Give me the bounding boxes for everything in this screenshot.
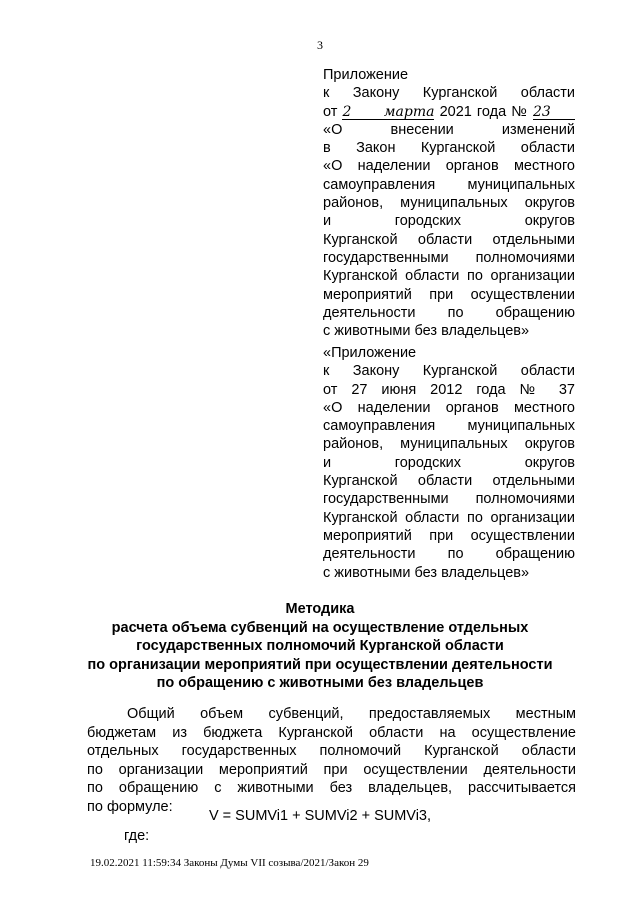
appendix-line: деятельности по обращению — [323, 546, 575, 563]
appendix-label: Приложение — [323, 67, 409, 83]
where-label: где: — [124, 828, 150, 844]
footer-stamp: 19.02.2021 11:59:34 Законы Думы VII созыва/2021/Закон 29 — [90, 857, 369, 869]
appendix-line: Курганской области по организации — [323, 268, 575, 285]
appendix-line: районов, муниципальных округов — [323, 436, 575, 453]
page-number: 3 — [317, 38, 323, 52]
appendix-label: «Приложение — [323, 345, 417, 361]
title-line: Методика — [285, 601, 355, 617]
formula: V = SUMVi1 + SUMVi2 + SUMVi3, — [208, 808, 432, 824]
year-number-label: 2021 года № — [439, 103, 528, 120]
title-line: расчета объема субвенций на осуществление отдельных — [111, 619, 529, 636]
appendix-header-original-law — [323, 344, 575, 582]
appendix-line: с животными без владельцев» — [323, 564, 530, 581]
appendix-line: с животными без владельцев» — [323, 323, 530, 340]
appendix-line: районов, муниципальных округов — [323, 195, 575, 212]
appendix-header-amending-law — [323, 66, 575, 340]
paragraph-line: по организации мероприятий при осуществлении деятельности — [87, 761, 576, 778]
paragraph-line: бюджетам из бюджета Курганской области на осуществление — [87, 724, 576, 741]
appendix-line: Курганской области отдельными — [323, 473, 575, 490]
appendix-line: мероприятий при осуществлении — [323, 527, 575, 544]
appendix-date-line — [323, 103, 575, 121]
paragraph-line: по обращению с животными без владельцев, рассчитывается — [87, 780, 576, 797]
appendix-line: «О наделении органов местного — [323, 399, 575, 416]
paragraph-line: Общий объем субвенций, предоставляемых местным — [127, 706, 576, 722]
appendix-line: деятельности по обращению — [323, 304, 575, 321]
document-title — [0, 600, 640, 693]
appendix-line: к Закону Курганской области — [323, 85, 575, 102]
handwritten-law-number: 23 — [533, 106, 575, 120]
appendix-line: «О внесении изменений — [323, 121, 575, 138]
appendix-line: Курганской области по организации — [323, 509, 575, 526]
appendix-line: мероприятий при осуществлении — [323, 286, 575, 303]
appendix-line: государственными полномочиями — [323, 249, 575, 266]
appendix-line: самоуправления муниципальных — [323, 176, 575, 193]
paragraph-line: по формуле: — [87, 798, 173, 815]
handwritten-date: 2 марта — [342, 103, 435, 120]
appendix-line: и городских округов — [323, 213, 575, 230]
title-line: по обращению с животными без владельцев — [156, 675, 484, 692]
appendix-line: государственными полномочиями — [323, 491, 575, 508]
appendix-line: самоуправления муниципальных — [323, 418, 575, 435]
body-paragraph — [87, 705, 576, 817]
date-prefix: от — [323, 103, 338, 120]
title-line: по организации мероприятий при осуществлении деятельности — [87, 656, 553, 673]
appendix-line: Курганской области отдельными — [323, 231, 575, 248]
appendix-line: от 27 июня 2012 года № 37 — [323, 381, 575, 398]
appendix-line: «О наделении органов местного — [323, 158, 575, 175]
appendix-line: в Закон Курганской области — [323, 140, 575, 157]
appendix-line: и городских округов — [323, 454, 575, 471]
title-line: государственных полномочий Курганской области — [136, 638, 504, 655]
paragraph-line: отдельных государственных полномочий Курганской области — [87, 743, 576, 760]
appendix-line: к Закону Курганской области — [323, 363, 575, 380]
